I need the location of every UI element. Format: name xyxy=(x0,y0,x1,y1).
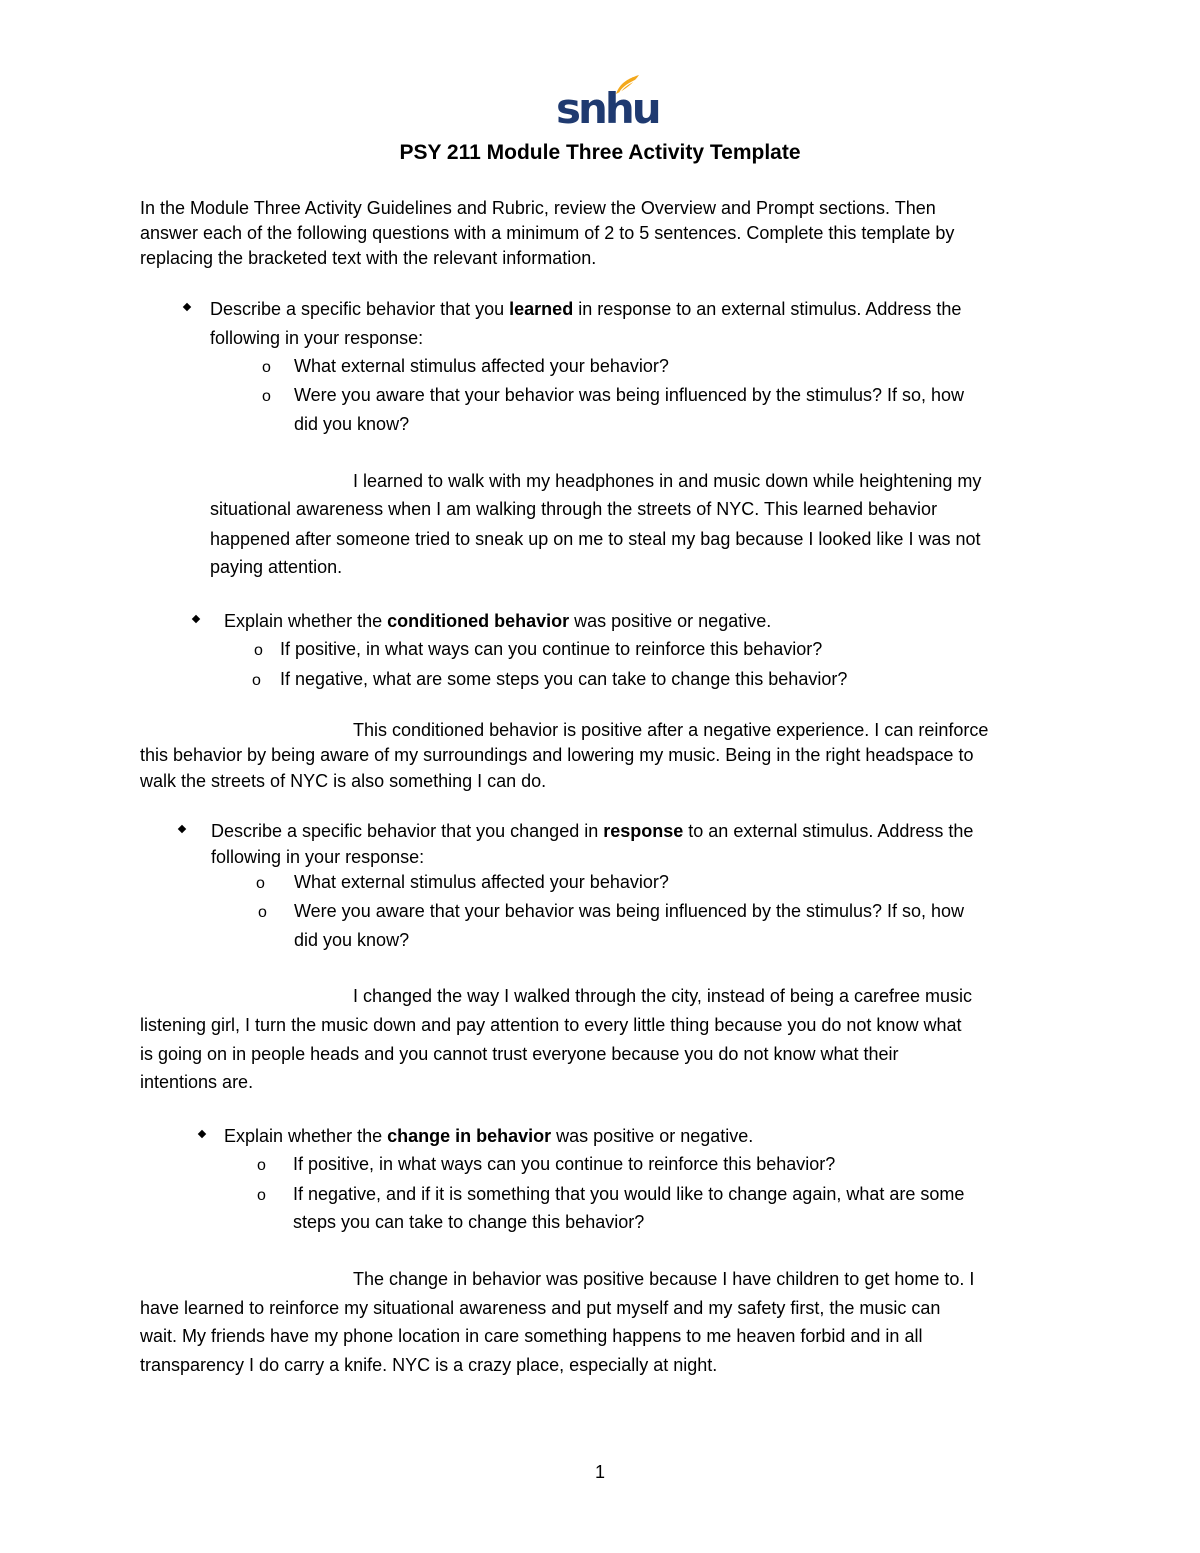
answer-4-line: wait. My friends have my phone location in care something happens to me heaven forbid and in all xyxy=(140,1326,923,1346)
question-3-sub-1: What external stimulus affected your behavior? xyxy=(294,872,669,892)
sub-bullet-icon: o xyxy=(258,904,267,921)
bullet-icon xyxy=(192,615,200,623)
answer-2-line: this behavior by being aware of my surroundings and lowering my music. Being in the right headspace to xyxy=(140,745,974,765)
answer-3-line: I changed the way I walked through the city, instead of being a carefree music xyxy=(353,986,973,1006)
answer-4-line: The change in behavior was positive because I have children to get home to. I xyxy=(353,1269,975,1289)
question-1-prompt: Describe a specific behavior that you learned in response to an external stimulus. Address the xyxy=(210,299,962,319)
question-3-prompt-cont: following in your response: xyxy=(211,847,425,867)
intro-line: replacing the bracketed text with the relevant information. xyxy=(140,248,597,268)
answer-1-line: happened after someone tried to sneak up on me to steal my bag because I looked like I was not xyxy=(210,529,981,549)
answer-3-line: intentions are. xyxy=(140,1072,254,1092)
question-4-sub-2: If negative, and if it is something that you would like to change again, what are some xyxy=(293,1184,965,1204)
sub-bullet-icon: o xyxy=(256,875,265,892)
sub-bullet-icon: o xyxy=(262,388,271,405)
question-2-prompt: Explain whether the conditioned behavior was positive or negative. xyxy=(224,611,772,631)
question-3-sub-2: Were you aware that your behavior was being influenced by the stimulus? If so, how xyxy=(294,901,965,921)
question-1-prompt-cont: following in your response: xyxy=(210,328,424,348)
bullet-icon xyxy=(178,825,186,833)
sub-bullet-icon: o xyxy=(254,642,263,659)
answer-1-line: paying attention. xyxy=(210,557,343,577)
question-3-sub-2-cont: did you know? xyxy=(294,930,410,950)
intro-line: answer each of the following questions with a minimum of 2 to 5 sentences. Complete this template by xyxy=(140,223,955,243)
bullet-icon xyxy=(198,1130,206,1138)
page-title: PSY 211 Module Three Activity Template xyxy=(399,141,801,164)
sub-bullet-icon: o xyxy=(262,359,271,376)
answer-2-line: This conditioned behavior is positive after a negative experience. I can reinforce xyxy=(353,720,989,740)
page-number: 1 xyxy=(594,1462,605,1482)
answer-4-line: have learned to reinforce my situational awareness and put myself and my safety first, the music can xyxy=(140,1298,941,1318)
answer-3-line: listening girl, I turn the music down and pay attention to every little thing because you do not know what xyxy=(140,1015,962,1035)
intro-line: In the Module Three Activity Guidelines and Rubric, review the Overview and Prompt sections. Then xyxy=(140,198,936,218)
answer-1-line: I learned to walk with my headphones in and music down while heightening my xyxy=(353,471,982,491)
question-4-sub-2-cont: steps you can take to change this behavior? xyxy=(293,1212,645,1232)
question-1-sub-2: Were you aware that your behavior was being influenced by the stimulus? If so, how xyxy=(294,385,965,405)
answer-1-line: situational awareness when I am walking through the streets of NYC. This learned behavior xyxy=(210,499,938,519)
answer-4-line: transparency I do carry a knife. NYC is a crazy place, especially at night. xyxy=(140,1355,718,1375)
question-4-sub-1: If positive, in what ways can you continue to reinforce this behavior? xyxy=(293,1154,836,1174)
sub-bullet-icon: o xyxy=(257,1157,266,1174)
question-2-sub-2: If negative, what are some steps you can take to change this behavior? xyxy=(280,669,848,689)
logo-text: snhu xyxy=(556,84,659,133)
question-2-sub-1: If positive, in what ways can you continue to reinforce this behavior? xyxy=(280,639,823,659)
answer-3-line: is going on in people heads and you cannot trust everyone because you do not know what their xyxy=(140,1044,899,1064)
question-3-prompt: Describe a specific behavior that you changed in response to an external stimulus. Address the xyxy=(211,821,974,841)
bullet-icon xyxy=(183,303,191,311)
snhu-logo xyxy=(556,74,659,134)
question-1-sub-2-cont: did you know? xyxy=(294,414,410,434)
question-1-sub-1: What external stimulus affected your behavior? xyxy=(294,356,669,376)
question-4-prompt: Explain whether the change in behavior was positive or negative. xyxy=(224,1126,754,1146)
sub-bullet-icon: o xyxy=(252,672,261,689)
answer-2-line: walk the streets of NYC is also something I can do. xyxy=(140,771,547,791)
sub-bullet-icon: o xyxy=(257,1187,266,1204)
